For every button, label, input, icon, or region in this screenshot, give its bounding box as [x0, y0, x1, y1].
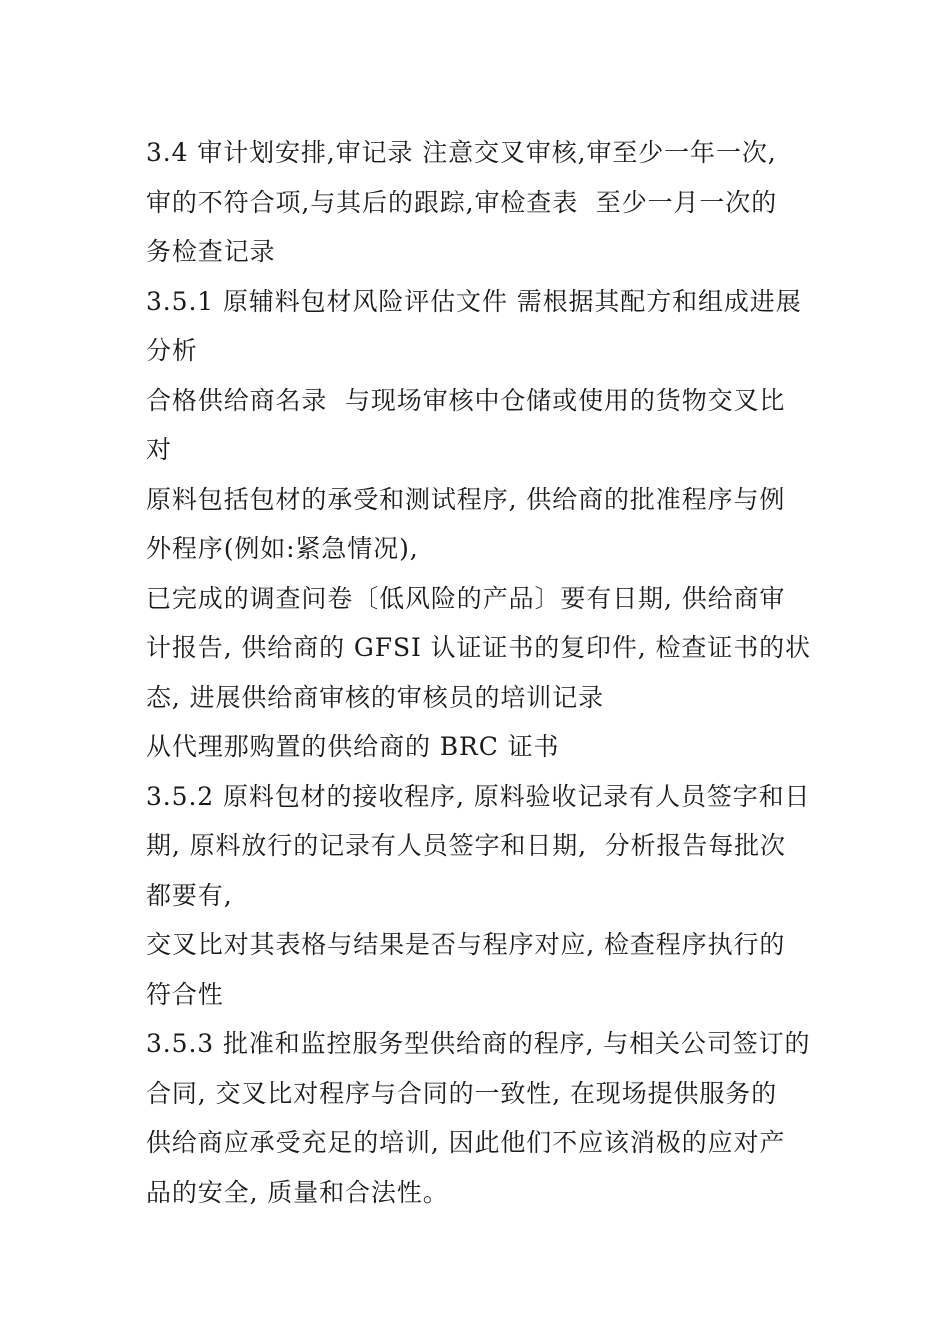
text-line: 从代理那购置的供给商的 BRC 证书 — [146, 732, 560, 761]
text-line: 品的安全, 质量和合法性。 — [146, 1177, 449, 1207]
text-line: 合同, 交叉比对程序与合同的一致性, 在现场提供服务的 — [146, 1078, 778, 1108]
text-line: 合格供给商名录 与现场审核中仓储或使用的货物交叉比 — [146, 385, 786, 415]
text-line: 3.5.3 批准和监控服务型供给商的程序, 与相关公司签订的 — [146, 1029, 811, 1058]
text-line: 计报告, 供给商的 GFSI 认证证书的复印件, 检查证书的状 — [146, 633, 811, 662]
text-line: 3.5.2 原料包材的接收程序, 原料验收记录有人员签字和日 — [146, 781, 811, 811]
text-line: 务检查记录 — [146, 237, 276, 266]
text-line: 分析 — [146, 336, 198, 365]
text-line: 态, 进展供给商审核的审核员的培训记录 — [146, 682, 604, 712]
text-line: 对 — [146, 435, 172, 464]
text-line: 3.5.1 原辅料包材风险评估文件 需根据其配方和组成进展 — [146, 286, 802, 316]
text-line: 原料包括包材的承受和测试程序, 供给商的批准程序与例 — [146, 484, 786, 514]
text-line: 期, 原料放行的记录有人员签字和日期, 分析报告每批次 — [146, 831, 786, 860]
text-line: 交叉比对其表格与结果是否与程序对应, 检查程序执行的 — [146, 930, 786, 959]
text-line: 供给商应承受充足的培训, 因此他们不应该消极的应对产 — [146, 1128, 786, 1157]
text-line: 符合性 — [146, 979, 224, 1009]
text-line: 外程序(例如:紧急情况), — [146, 534, 419, 563]
document-body — [146, 128, 816, 1217]
text-line: 都要有, — [146, 880, 233, 910]
text-line: 3.4 审计划安排,审记录 注意交叉审核,审至少一年一次, — [146, 138, 777, 167]
text-line: 已完成的调查问卷〔低风险的产品〕要有日期, 供给商审 — [146, 583, 786, 613]
text-line: 审的不符合项,与其后的跟踪,审检查表 至少一月一次的 — [146, 187, 778, 217]
